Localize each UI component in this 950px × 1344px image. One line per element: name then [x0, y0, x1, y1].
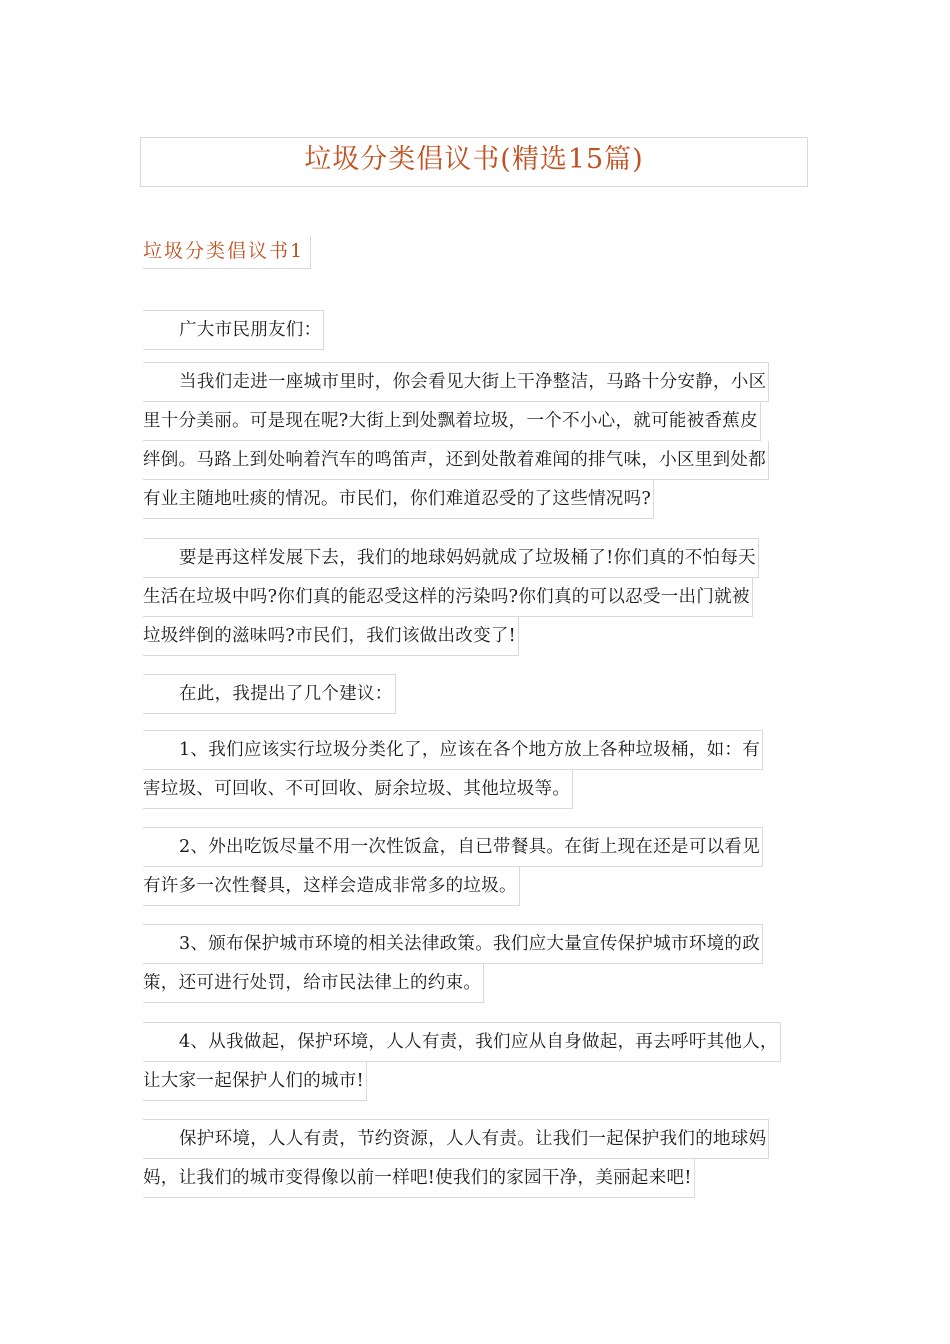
paragraph-suggestion-1	[143, 730, 809, 809]
section-heading: 垃圾分类倡议书1	[143, 236, 311, 269]
paragraph-line: 在此，我提出了几个建议：	[143, 674, 809, 714]
paragraph-suggestion-3	[143, 924, 809, 1003]
paragraph-line: 保护环境，人人有责，节约资源，人人有责。让我们一起保护我们的地球妈	[143, 1119, 809, 1159]
paragraph	[143, 674, 809, 714]
paragraph-line: 生活在垃圾中吗?你们真的能忍受这样的污染吗?你们真的可以忍受一出门就被	[143, 578, 809, 617]
paragraph-line: 绊倒。马路上到处响着汽车的鸣笛声，还到处散着难闻的排气味，小区里到处都	[143, 441, 809, 480]
paragraph-line: 当我们走进一座城市里时，你会看见大街上干净整洁，马路十分安静，小区	[143, 362, 809, 402]
paragraph-closing	[143, 1119, 809, 1198]
paragraph-suggestion-4	[143, 1022, 809, 1101]
paragraph	[143, 362, 809, 519]
paragraph-line: 害垃圾、可回收、不可回收、厨余垃圾、其他垃圾等。	[143, 770, 809, 809]
paragraph-line: 策，还可进行处罚，给市民法律上的约束。	[143, 964, 809, 1003]
paragraph-line: 里十分美丽。可是现在呢?大街上到处飘着垃圾，一个不小心，就可能被香蕉皮	[143, 402, 809, 441]
paragraph-line: 广大市民朋友们：	[143, 310, 809, 350]
paragraph-line: 4、从我做起，保护环境，人人有责，我们应从自身做起，再去呼吁其他人，	[143, 1022, 809, 1062]
paragraph-suggestion-2	[143, 827, 809, 906]
paragraph	[143, 538, 809, 656]
paragraph-line: 有许多一次性餐具，这样会造成非常多的垃圾。	[143, 867, 809, 906]
title-box	[140, 137, 808, 187]
paragraph-line: 要是再这样发展下去，我们的地球妈妈就成了垃圾桶了!你们真的不怕每天	[143, 538, 809, 578]
paragraph-line: 有业主随地吐痰的情况。市民们，你们难道忍受的了这些情况吗?	[143, 480, 809, 519]
paragraph-line: 让大家一起保护人们的城市!	[143, 1062, 809, 1101]
paragraph-line: 1、我们应该实行垃圾分类化了，应该在各个地方放上各种垃圾桶，如：有	[143, 730, 809, 770]
paragraph-line: 妈，让我们的城市变得像以前一样吧!使我们的家园干净，美丽起来吧!	[143, 1159, 809, 1198]
paragraph-line: 垃圾绊倒的滋味吗?市民们，我们该做出改变了!	[143, 617, 809, 656]
paragraph-line: 2、外出吃饭尽量不用一次性饭盒，自已带餐具。在街上现在还是可以看见	[143, 827, 809, 867]
paragraph-line: 3、颁布保护城市环境的相关法律政策。我们应大量宣传保护城市环境的政	[143, 924, 809, 964]
paragraph-salutation	[143, 310, 809, 350]
document-title: 垃圾分类倡议书(精选15篇)	[304, 144, 644, 175]
